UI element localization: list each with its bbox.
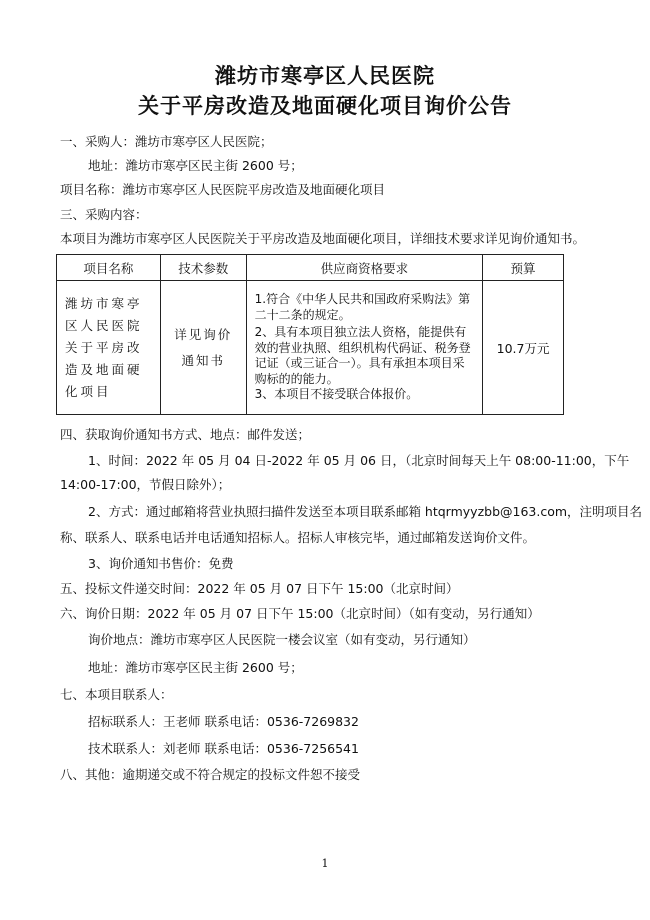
table-header-row	[57, 255, 564, 281]
section4-heading: 四、获取询价通知书方式、地点：邮件发送；	[60, 427, 311, 442]
cell-tech-params: 详见询价通知书	[160, 281, 246, 415]
obtain-time-line1: 1、时间：2022 年 05 月 04 日-2022 年 05 月 06 日，（北京时间每天上午 08:00-11:00，下午	[88, 453, 630, 468]
requirements-table	[56, 254, 564, 415]
contacts-heading: 七、本项目联系人：	[60, 687, 173, 702]
header-project-name: 项目名称	[57, 255, 161, 281]
requirement-item: 2、具有本项目独立法人资格，能提供有效的营业执照、组织机构代码证、税务登记证（或三证合一）。具有承担本项目采购标的的能力。	[254, 325, 471, 386]
obtain-time-line2: 14:00-17:00，节假日除外）；	[60, 477, 231, 492]
requirement-item: 1.符合《中华人民共和国政府采购法》第二十二条的规定。	[254, 292, 471, 322]
tech-contact: 技术联系人：刘老师 联系电话：0536-7256541	[88, 741, 359, 756]
page-number: 1	[321, 857, 329, 870]
cell-budget: 10.7万元	[483, 281, 564, 415]
project-name-line: 项目名称：潍坊市寒亭区人民医院平房改造及地面硬化项目	[60, 182, 386, 197]
purchase-content-description: 本项目为潍坊市寒亭区人民医院关于平房改造及地面硬化项目，详细技术要求详见询价通知书。	[60, 231, 586, 246]
inquiry-date: 六、询价日期：2022 年 05 月 07 日下午 15:00（北京时间）（如有变动，另行通知）	[60, 606, 540, 621]
submission-time: 五、投标文件递交时间：2022 年 05 月 07 日下午 15:00（北京时间）	[60, 581, 459, 596]
header-supplier-requirements: 供应商资格要求	[246, 255, 482, 281]
title-line-1: 潍坊市寒亭区人民医院	[215, 63, 435, 88]
inquiry-address: 地址：潍坊市寒亭区民主街 2600 号；	[88, 660, 303, 675]
header-tech-params: 技术参数	[160, 255, 246, 281]
other-notes: 八、其他：逾期递交或不符合规定的投标文件恕不接受	[60, 767, 361, 782]
inquiry-location: 询价地点：潍坊市寒亭区人民医院一楼会议室（如有变动，另行通知）	[88, 632, 476, 647]
table-row	[57, 281, 564, 415]
purchase-content-heading: 三、采购内容：	[60, 207, 148, 222]
cell-supplier-requirements	[246, 281, 482, 415]
bid-contact: 招标联系人：王老师 联系电话：0536-7269832	[88, 714, 359, 729]
title-line-2: 关于平房改造及地面硬化项目询价公告	[138, 93, 512, 118]
purchaser-address: 地址：潍坊市寒亭区民主街 2600 号；	[88, 158, 303, 173]
cell-project-name: 潍坊市寒亭区人民医院关于平房改造及地面硬化项目	[57, 281, 161, 415]
header-budget: 预算	[483, 255, 564, 281]
purchaser-line: 一、采购人：潍坊市寒亭区人民医院；	[60, 134, 273, 149]
obtain-method-line1: 2、方式：通过邮箱将营业执照扫描件发送至本项目联系邮箱 htqrmyyzbb@163.com，注明项目名	[88, 504, 643, 519]
notice-price: 3、询价通知书售价：免费	[88, 556, 234, 571]
obtain-method-line2: 称、联系人、联系电话并电话通知招标人。招标人审核完毕，通过邮箱发送询价文件。	[60, 530, 536, 545]
requirement-item: 3、本项目不接受联合体报价。	[254, 387, 419, 402]
